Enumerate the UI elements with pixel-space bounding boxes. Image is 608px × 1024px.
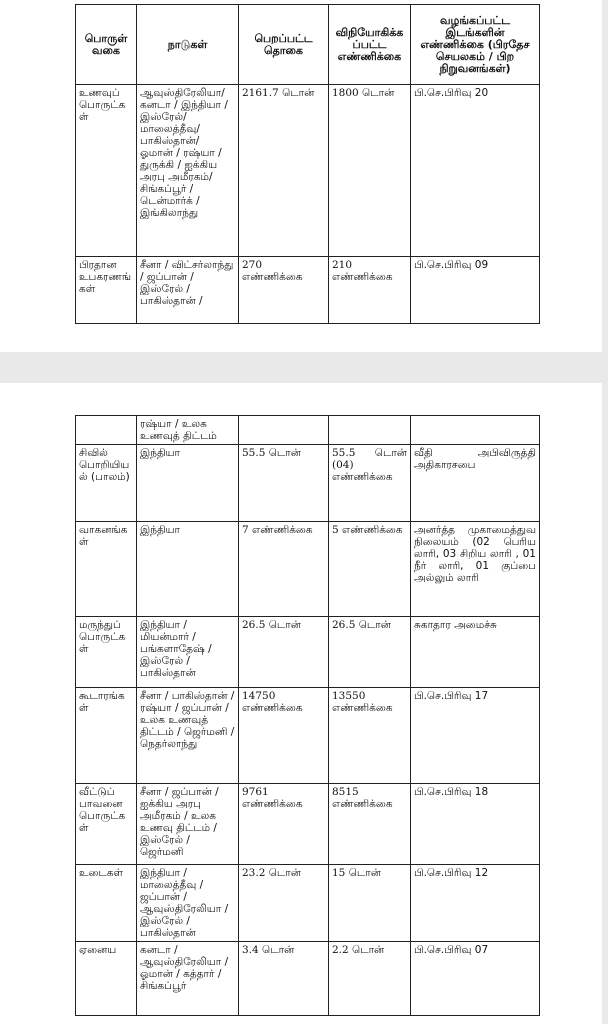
table-row: [76, 784, 540, 865]
table-row: [76, 257, 540, 324]
cell-countries: கனடா / ஆவுஸ்திரேலியா / ஓமான் / கத்தார் / சிங்கப்பூர்: [137, 942, 239, 1016]
cell-countries: இந்தியா: [137, 445, 239, 522]
cell-received: 26.5 டொன்: [239, 617, 329, 688]
cell-category: கூடாரங்கள்: [76, 688, 137, 784]
cell-distributed: 1800 டொன்: [329, 85, 411, 257]
cell-countries: சீனா / விட்சர்லாந்து / ஜப்பான் / இஸ்ரேல் / பாகிஸ்தான் /: [137, 257, 239, 324]
cell-category: [76, 416, 137, 445]
cell-received: 2161.7 டொன்: [239, 85, 329, 257]
table-row: [76, 445, 540, 522]
document-page-1: [0, 0, 602, 352]
table-row: [76, 617, 540, 688]
cell-received: 55.5 டொன்: [239, 445, 329, 522]
cell-countries: சீனா / ஜப்பான் / ஐக்கிய அரபு அமீரகம் / உலக உணவு திட்டம் / இஸ்ரேல் / ஜெர்மனி: [137, 784, 239, 865]
cell-distributed: 13550 எண்ணிக்கை: [329, 688, 411, 784]
cell-recipients: பி.செ.பிரிவு 18: [411, 784, 540, 865]
cell-countries: ரஷ்யா / உலக உணவுத் திட்டம்: [137, 416, 239, 445]
cell-received: 14750 எண்ணிக்கை: [239, 688, 329, 784]
table-row: [76, 85, 540, 257]
table-header-row: [76, 5, 540, 85]
header-countries: நாடுகள்: [137, 5, 239, 85]
cell-recipients: பி.செ.பிரிவு 09: [411, 257, 540, 324]
cell-received: 3.4 டொன்: [239, 942, 329, 1016]
header-received: பெறப்பட்ட தொகை: [239, 5, 329, 85]
table-row: [76, 416, 540, 445]
cell-recipients: பி.செ.பிரிவு 20: [411, 85, 540, 257]
cell-countries: ஆவுஸ்திரேலியா/ கனடா / இந்தியா / இஸ்ரேல்/ மாலைத்தீவு/ பாகிஸ்தான்/ ஓமான் / ரஷ்யா / துருக்கி / ஐக்கிய அரபு அமீரகம்/ சிங்கப்பூர் / டென்மார்க் / இங்கிலாந்து: [137, 85, 239, 257]
header-recipients: வழங்கப்பட்ட இடங்களின் எண்ணிக்கை (பிரதேச செயலகம் / பிற நிறுவனங்கள்): [411, 5, 540, 85]
cell-countries: சீனா / பாகிஸ்தான் / ரஷ்யா / ஜப்பான் / உலக உணவுத் திட்டம் / ஜெர்மனி / நெதர்லாந்து: [137, 688, 239, 784]
cell-distributed: 210 எண்ணிக்கை: [329, 257, 411, 324]
cell-recipients: பி.செ.பிரிவு 17: [411, 688, 540, 784]
cell-recipients: பி.செ.பிரிவு 07: [411, 942, 540, 1016]
cell-category: உடைகள்: [76, 865, 137, 942]
document-page-2: [0, 383, 602, 1024]
cell-received: [239, 416, 329, 445]
cell-countries: இந்தியா / மாலைத்தீவு / ஜப்பான் / ஆவுஸ்திரேலியா / இஸ்ரேல் / பாகிஸ்தான்: [137, 865, 239, 942]
cell-category: வாகனங்கள்: [76, 522, 137, 617]
cell-distributed: 8515 எண்ணிக்கை: [329, 784, 411, 865]
cell-category: சிவில் பொறியியல் (பாலம்): [76, 445, 137, 522]
table-row: [76, 688, 540, 784]
cell-distributed: 55.5 டொன் (04) எண்ணிக்கை: [329, 445, 411, 522]
cell-received: 9761 எண்ணிக்கை: [239, 784, 329, 865]
cell-distributed: 15 டொன்: [329, 865, 411, 942]
header-category: பொருள் வகை: [76, 5, 137, 85]
cell-distributed: 2.2 டொன்: [329, 942, 411, 1016]
cell-distributed: 5 எண்ணிக்கை: [329, 522, 411, 617]
cell-category: பிரதான உபகரணங்கள்: [76, 257, 137, 324]
cell-received: 23.2 டொன்: [239, 865, 329, 942]
cell-countries: இந்தியா / மியன்மார் / பங்களாதேஷ் / இஸ்ரேல் / பாகிஸ்தான்: [137, 617, 239, 688]
cell-distributed: [329, 416, 411, 445]
cell-category: மருந்துப் பொருட்கள்: [76, 617, 137, 688]
header-distributed: விநியோகிக்கப்பட்ட எண்ணிக்கை: [329, 5, 411, 85]
cell-recipients: சுகாதார அமைச்சு: [411, 617, 540, 688]
table-row: [76, 865, 540, 942]
cell-recipients: அனர்த்த முகாமைத்துவ நிலையம் (02 பெரிய லாரி, 03 சிறிய லாரி , 01 நீர் லாரி, 01 குப்பை அல்லும் லாரி: [411, 522, 540, 617]
cell-category: உணவுப் பொருட்கள்: [76, 85, 137, 257]
cell-received: 7 எண்ணிக்கை: [239, 522, 329, 617]
cell-received: 270 எண்ணிக்கை: [239, 257, 329, 324]
cell-recipients: [411, 416, 540, 445]
cell-recipients: வீதி அபிவிருத்தி அதிகாரசபை: [411, 445, 540, 522]
cell-recipients: பி.செ.பிரிவு 12: [411, 865, 540, 942]
cell-category: ஏனைய: [76, 942, 137, 1016]
cell-distributed: 26.5 டொன்: [329, 617, 411, 688]
relief-table-part-2: [75, 415, 540, 1016]
cell-category: வீட்டுப் பாவனை பொருட்கள்: [76, 784, 137, 865]
relief-table-part-1: [75, 4, 540, 324]
table-row: [76, 942, 540, 1016]
table-row: [76, 522, 540, 617]
cell-countries: இந்தியா: [137, 522, 239, 617]
